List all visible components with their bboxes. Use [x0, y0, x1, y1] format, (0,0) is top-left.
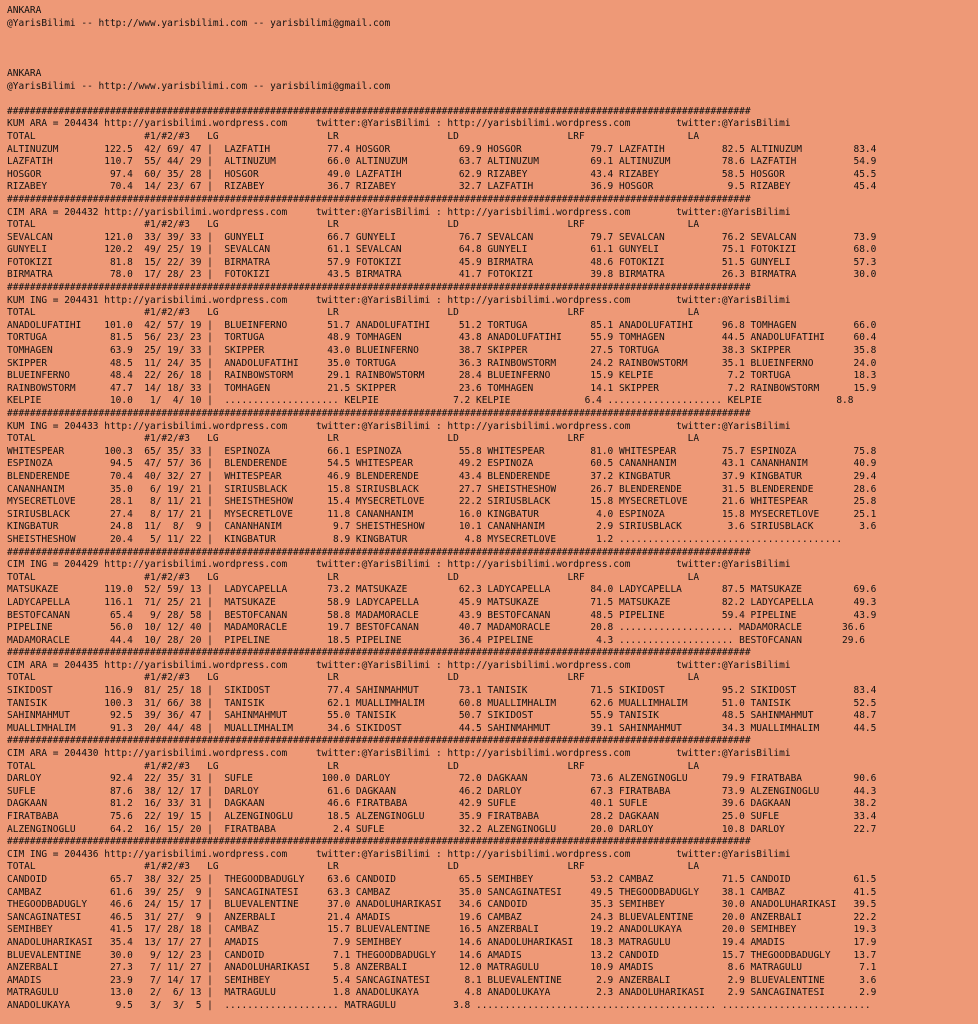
- text-line: BLUEVALENTINE 30.0 9/ 12/ 23 | CANDOID 7.1 THEGOODBADUGLY 14.6 AMADIS 13.2 CANDOID 15.7 THEGOODBADUGLY 13.7: [7, 949, 877, 961]
- text-line: THEGOODBADUGLY 46.6 24/ 15/ 17 | BLUEVALENTINE 37.0 ANADOLUHARIKASI 34.6 CANDOID 35.3 SEMIHBEY 30.0 ANADOLUHARIKASI 39.5: [7, 899, 877, 911]
- text-line: DARLÖY 92.4 22/ 35/ 31 | SUFLE 100.0 DARLÖY 72.0 DAGKAAN 73.6 ALZENGINOGLU 79.9 FIRATBABA 90.6: [7, 773, 877, 785]
- text-line: MYSECRETLOVE 28.1 8/ 11/ 21 | SHEISTHESHOW 15.4 MYSECRETLOVE 22.2 SIRIUSBLACK 15.8 MYSECRETLOVE 21.6 WHITESPEAR 25.8: [7, 496, 877, 508]
- text-line: SIKIDOST 116.9 81/ 25/ 18 | SIKIDOST 77.4 SAHINMAHMUT 73.1 TANISIK 71.5 SIKIDOST 95.2 SIKIDOST 83.4: [7, 685, 877, 697]
- blank-line: [7, 93, 978, 106]
- column-header: TOTAL #1/#2/#3 LG LR LD LRF LA: [7, 861, 700, 873]
- column-header: TOTAL #1/#2/#3 LG LR LD LRF LA: [7, 571, 700, 583]
- text-line: ANADOLUFATIHI 101.0 42/ 57/ 19 | BLUEINFERNO 51.7 ANADOLUFATIHI 51.2 TORTUGA 85.1 ANADOLUFATIHI 96.8 TOMHAGEN 66.0: [7, 319, 877, 331]
- text-line: DAGKAAN 81.2 16/ 33/ 31 | DAGKAAN 46.6 FIRATBABA 42.9 SUFLE 40.1 SUFLE 39.6 DAGKAAN 38.2: [7, 798, 877, 810]
- text-line: @YarisBilimi -- http://www.yarisbilimi.com -- yarisbilimi@gmail.com: [7, 17, 391, 29]
- text-line: PIPELINE 56.0 10/ 12/ 40 | MADAMORACLE 19.7 BESTOFCANAN 40.7 MADAMORACLE 20.8 .................... MADAMORACLE 36.6: [7, 622, 865, 634]
- separator-line: ##################################################################################################################################: [7, 836, 751, 848]
- separator-line: ##################################################################################################################################: [7, 647, 751, 659]
- text-line: @YarisBilimi -- http://www.yarisbilimi.com -- yarisbilimi@gmail.com: [7, 80, 391, 92]
- text-line: SHEISTHESHOW 20.4 5/ 11/ 22 | KINGBATUR 8.9 KINGBATUR 4.8 MYSECRETLOVE 1.2 .......................................: [7, 533, 843, 545]
- race-header: KUM ING = 204433 http://yarisbilimi.wordpress.com twitter:@YarisBilimi : http://yarisbilimi.wordpress.com twitter:@YarisBilimi: [7, 420, 791, 432]
- race-header: CIM ARA = 204430 http://yarisbilimi.wordpress.com twitter:@YarisBilimi : http://yarisbilimi.wordpress.com twitter:@YarisBilimi: [7, 748, 791, 760]
- text-line: ANKARA: [7, 67, 42, 79]
- race-header: CIM ARA = 204435 http://yarisbilimi.wordpress.com twitter:@YarisBilimi : http://yarisbilimi.wordpress.com twitter:@YarisBilimi: [7, 659, 791, 671]
- text-line: BLENDERENDE 70.4 40/ 32/ 27 | WHITESPEAR 46.9 BLENDERENDE 43.4 BLENDERENDE 37.2 KINGBATUR 37.9 KINGBATUR 29.4: [7, 470, 877, 482]
- text-line: ANKARA: [7, 5, 42, 16]
- text-line: ANADOLUHARIKASI 35.4 13/ 17/ 27 | AMADIS 7.9 SEMIHBEY 14.6 ANADOLUHARIKASI 18.3 MATRAGÜLÜ 19.4 AMADIS 17.9: [7, 936, 877, 948]
- column-header: TOTAL #1/#2/#3 LG LR LD LRF LA: [7, 672, 700, 684]
- text-line: BLUEINFERNO 48.4 22/ 26/ 18 | RAINBOWSTORM 29.1 RAINBOWSTORM 28.4 BLUEINFERNO 15.9 KELPIE 7.2 TORTUGA 18.3: [7, 370, 877, 382]
- race-header: KUM ARA = 204434 http://yarisbilimi.wordpress.com twitter:@YarisBilimi : http://yarisbilimi.wordpress.com twitter:@YarisBilimi: [7, 118, 791, 130]
- column-header: TOTAL #1/#2/#3 LG LR LD LRF LA: [7, 130, 700, 142]
- race-header: CIM ING = 204429 http://yarisbilimi.wordpress.com twitter:@YarisBilimi : http://yarisbilimi.wordpress.com twitter:@YarisBilimi: [7, 559, 791, 571]
- text-line: SAHINMAHMUT 92.5 39/ 36/ 47 | SAHINMAHMUT 55.0 TANISIK 50.7 SIKIDOST 55.9 TANISIK 48.5 SAHINMAHMUT 48.7: [7, 710, 877, 722]
- separator-line: ##################################################################################################################################: [7, 546, 751, 558]
- text-line: SKIPPER 48.5 11/ 24/ 35 | ANADOLUFATIHI 35.0 TORTUGA 36.3 RAINBOWSTORM 24.2 RAINBOWSTORM 35.1 BLUEINFERNO 24.0: [7, 357, 877, 369]
- column-header: TOTAL #1/#2/#3 LG LR LD LRF LA: [7, 219, 700, 231]
- separator-line: ##################################################################################################################################: [7, 735, 751, 747]
- text-line: CANANHANIM 35.0 6/ 19/ 21 | SIRIUSBLACK 15.8 SIRIUSBLACK 27.7 SHEISTHESHOW 26.7 BLENDERENDE 31.5 BLENDERENDE 28.6: [7, 483, 877, 495]
- text-line: KINGBATUR 24.8 11/ 8/ 9 | CANANHANIM 9.7 SHEISTHESHOW 10.1 CANANHANIM 2.9 SIRIUSBLACK 3.6 SIRIUSBLACK 3.6: [7, 521, 877, 533]
- text-line: ESPINOZA 94.5 47/ 57/ 36 | BLENDERENDE 54.5 WHITESPEAR 49.2 ESPINOZA 60.5 CANANHANIM 43.1 CANANHANIM 40.9: [7, 458, 877, 470]
- blank-line: [7, 55, 978, 68]
- text-line: KELPIE 10.0 1/ 4/ 10 | .................... KELPIE 7.2 KELPIE 6.4 .................... KELPIE 8.8: [7, 395, 854, 407]
- text-line: AMADIS 23.9 7/ 14/ 17 | SEMIHBEY 5.4 SANCAGINATESI 8.1 BLUEVALENTINE 2.9 ANZERBALI 2.9 BLUEVALENTINE 3.6: [7, 974, 877, 986]
- text-line: FIRATBABA 75.6 22/ 19/ 15 | ALZENGINOGLU 18.5 ALZENGINOGLU 35.9 FIRATBABA 28.2 DAGKAAN 25.0 SUFLE 33.4: [7, 811, 877, 822]
- text-line: CANDOID 65.7 38/ 32/ 25 | THEGOODBADUGLY 63.6 CANDOID 65.5 SEMIHBEY 53.2 CAMBAZ 71.5 CANDOID 61.5: [7, 873, 877, 885]
- text-line: SIRIUSBLACK 27.4 8/ 17/ 21 | MYSECRETLOVE 11.8 CANANHANIM 16.0 KINGBATUR 4.0 ESPINOZA 15.8 MYSECRETLOVE 25.1: [7, 508, 877, 520]
- text-line: SANCAGINATESI 46.5 31/ 27/ 9 | ANZERBALI 21.4 AMADIS 19.6 CAMBAZ 24.3 BLUEVALENTINE 20.0 ANZERBALI 22.2: [7, 911, 877, 923]
- column-header: TOTAL #1/#2/#3 LG LR LD LRF LA: [7, 433, 700, 445]
- text-line: MUALLIMHALIM 91.3 20/ 44/ 48 | MUALLIMHALIM 34.6 SIKIDOST 44.5 SAHINMAHMUT 39.1 SAHINMAHMUT 34.3 MUALLIMHALIM 44.5: [7, 722, 877, 734]
- column-header: TOTAL #1/#2/#3 LG LR LD LRF LA: [7, 760, 700, 772]
- race-header: CIM ARA = 204432 http://yarisbilimi.wordpress.com twitter:@YarisBilimi : http://yarisbilimi.wordpress.com twitter:@YarisBilimi: [7, 206, 791, 218]
- blank-line: [7, 30, 978, 43]
- separator-line: ##################################################################################################################################: [7, 105, 751, 117]
- text-line: MATRAGÜLÜ 13.0 2/ 6/ 13 | MATRAGÜLÜ 1.8 ANADOLUKAYA 4.8 ANADOLUKAYA 2.3 ANADOLUHARIKASI 2.9 SANCAGINATESI 2.9: [7, 987, 877, 999]
- text-line: BESTOFCANAN 65.4 9/ 28/ 58 | BESTOFCANAN 58.8 MADAMORACLE 43.9 BESTOFCANAN 48.5 PIPELINE 59.4 PIPELINE 43.9: [7, 609, 877, 621]
- text-line: FOTOKIZI 81.8 15/ 22/ 39 | BIRMATRA 57.9 FOTOKIZI 45.9 BIRMATRA 48.6 FOTOKIZI 51.5 GÜNYELI 57.3: [7, 256, 877, 268]
- text-line: SEVALCAN 121.0 33/ 39/ 33 | GÜNYELI 66.7 GÜNYELI 76.7 SEVALCAN 79.7 SEVALCAN 76.2 SEVALCAN 73.9: [7, 231, 877, 243]
- text-line: WHITESPEAR 100.3 65/ 35/ 33 | ESPINOZA 66.1 ESPINOZA 55.8 WHITESPEAR 81.0 WHITESPEAR 75.7 ESPINOZA 75.8: [7, 445, 877, 457]
- text-line: ALTINÜZÜM 122.5 42/ 69/ 47 | LAZFATIH 77.4 HOSGÖR 69.9 HOSGÖR 79.7 LAZFATIH 82.5 ALTINÜZÜM 83.4: [7, 143, 877, 155]
- text-line: ANADOLUKAYA 9.5 3/ 3/ 5 | .................... MATRAGÜLÜ 3.8 .......................................... ..........................: [7, 999, 871, 1011]
- text-line: TANISIK 100.3 31/ 66/ 38 | TANISIK 62.1 MUALLIMHALIM 60.8 MUALLIMHALIM 62.6 MUALLIMHALIM 51.0 TANISIK 52.5: [7, 697, 877, 709]
- text-line: RAINBOWSTORM 47.7 14/ 18/ 33 | TOMHAGEN 21.5 SKIPPER 23.6 TOMHAGEN 14.1 SKIPPER 7.2 RAINBOWSTORM 15.9: [7, 382, 877, 394]
- separator-line: ##################################################################################################################################: [7, 408, 751, 419]
- text-line: RIZABEY 70.4 14/ 23/ 67 | RIZABEY 36.7 RIZABEY 32.7 LAZFATIH 36.9 HOSGÖR 9.5 RIZABEY 45.4: [7, 181, 877, 193]
- text-line: BIRMATRA 78.0 17/ 28/ 23 | FOTOKIZI 43.5 BIRMATRA 41.7 FOTOKIZI 39.8 BIRMATRA 26.3 BIRMATRA 30.0: [7, 269, 877, 281]
- text-line: ANZERBALI 27.3 7/ 11/ 27 | ANADOLUHARIKASI 5.8 ANZERBALI 12.0 MATRAGÜLÜ 10.9 AMADIS 8.6 MATRAGÜLÜ 7.1: [7, 962, 877, 974]
- text-line: LAZFATIH 110.7 55/ 44/ 29 | ALTINÜZÜM 66.0 ALTINÜZÜM 63.7 ALTINÜZÜM 69.1 ALTINÜZÜM 78.6 LAZFATIH 54.9: [7, 156, 877, 168]
- text-line: GÜNYELI 120.2 49/ 25/ 19 | SEVALCAN 61.1 SEVALCAN 64.8 GÜNYELI 61.1 GÜNYELI 75.1 FOTOKIZI 68.0: [7, 244, 877, 256]
- text-line: ALZENGINOGLU 64.2 16/ 15/ 20 | FIRATBABA 2.4 SUFLE 32.2 ALZENGINOGLU 20.0 DARLÖY 10.8 DARLÖY 22.7: [7, 823, 877, 835]
- race-header: CIM ING = 204436 http://yarisbilimi.wordpress.com twitter:@YarisBilimi : http://yarisbilimi.wordpress.com twitter:@YarisBilimi: [7, 848, 791, 860]
- column-header: TOTAL #1/#2/#3 LG LR LD LRF LA: [7, 307, 700, 319]
- text-line: LADYCAPELLA 116.1 71/ 25/ 21 | MATSUKAZE 58.9 LADYCAPELLA 45.9 MATSUKAZE 71.5 MATSUKAZE 82.2 LADYCAPELLA 49.3: [7, 596, 877, 608]
- text-line: SUFLE 87.6 38/ 12/ 17 | DARLÖY 61.6 DAGKAAN 46.2 DARLÖY 67.3 FIRATBABA 73.9 ALZENGINOGLU 44.3: [7, 785, 877, 797]
- separator-line: ##################################################################################################################################: [7, 193, 751, 205]
- race-header: KUM ING = 204431 http://yarisbilimi.wordpress.com twitter:@YarisBilimi : http://yarisbilimi.wordpress.com twitter:@YarisBilimi: [7, 294, 791, 306]
- text-line: MATSUKAZE 119.0 52/ 59/ 13 | LADYCAPELLA 73.2 MATSUKAZE 62.3 LADYCAPELLA 84.0 LADYCAPELLA 87.5 MATSUKAZE 69.6: [7, 584, 877, 596]
- blank-line: [7, 43, 978, 56]
- separator-line: ##################################################################################################################################: [7, 282, 751, 294]
- text-line: SEMIHBEY 41.5 17/ 28/ 18 | CAMBAZ 15.7 BLUEVALENTINE 16.5 ANZERBALI 19.2 ANADOLUKAYA 20.0 SEMIHBEY 19.3: [7, 924, 877, 936]
- text-line: HOSGÖR 97.4 60/ 35/ 28 | HOSGÖR 49.0 LAZFATIH 62.9 RIZABEY 43.4 RIZABEY 58.5 HOSGÖR 45.5: [7, 168, 877, 180]
- text-line: CAMBAZ 61.6 39/ 25/ 9 | SANCAGINATESI 63.3 CAMBAZ 35.0 SANCAGINATESI 49.5 THEGOODBADUGLY 38.1 CAMBAZ 41.5: [7, 886, 877, 898]
- text-line: TORTUGA 81.5 56/ 23/ 23 | TORTUGA 48.9 TOMHAGEN 43.8 ANADOLUFATIHI 55.9 TOMHAGEN 44.5 ANADOLUFATIHI 60.4: [7, 332, 877, 344]
- text-line: TOMHAGEN 63.9 25/ 19/ 33 | SKIPPER 43.0 BLUEINFERNO 38.7 SKIPPER 27.5 TORTUGA 38.3 SKIPPER 35.8: [7, 345, 877, 357]
- text-line: MADAMORACLE 44.4 10/ 28/ 20 | PIPELINE 18.5 PIPELINE 36.4 PIPELINE 4.3 .................... BESTOFCANAN 29.6: [7, 634, 865, 646]
